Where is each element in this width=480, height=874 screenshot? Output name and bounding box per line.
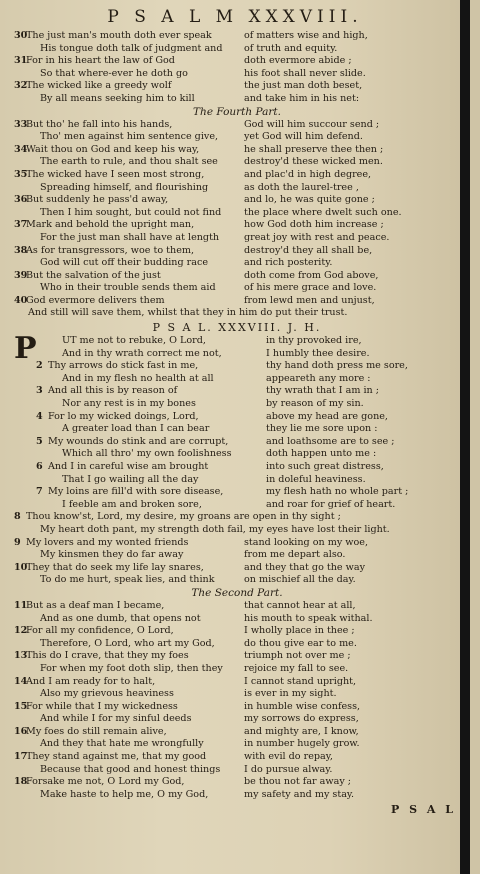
verse-text-right: as doth the laurel-tree , — [244, 181, 359, 193]
verse-line-left — [14, 270, 244, 283]
verse-number: 3 — [36, 385, 43, 397]
verse-text-left: But suddenly he pass'd away, — [26, 194, 169, 206]
verse-line — [14, 232, 460, 245]
verse-text-right: they lie me sore upon : — [266, 423, 378, 435]
verse-line — [36, 373, 460, 386]
verse-text-left: Make haste to help me, O my God, — [40, 788, 209, 800]
verse-line-left — [14, 751, 244, 764]
verse-line-left — [36, 411, 266, 424]
verse-text-left: Then I him sought, but could not find — [40, 206, 222, 218]
verse-text-right: doth evermore abide ; — [244, 55, 352, 67]
verse-line — [14, 194, 460, 207]
verse-text-right: and rich posterity. — [244, 257, 333, 269]
verse-text-right: the place where dwelt such one. — [244, 206, 402, 218]
verse-text-left: For lo my wicked doings, Lord, — [48, 410, 199, 422]
verse-text-right: of truth and equity. — [244, 42, 338, 54]
verse-number: 18 — [14, 776, 28, 788]
verse-line-left — [36, 486, 266, 499]
verse-text-left: They that do seek my life lay snares, — [26, 561, 204, 573]
verse-text-left: And I in careful wise am brought — [48, 461, 209, 472]
verse-line — [14, 663, 460, 676]
verse-line — [14, 688, 460, 701]
verse-text-left: The wicked like a greedy wolf — [26, 80, 172, 92]
verse-line-left — [14, 182, 244, 195]
verse-line — [36, 335, 460, 348]
verse-line — [14, 295, 460, 308]
verse-line — [36, 411, 460, 424]
verse-text-right: by reason of my sin. — [266, 398, 364, 410]
verse-number: 4 — [36, 410, 43, 422]
verse-line-left — [14, 207, 244, 220]
verse-text-right: I cannot stand upright, — [244, 675, 357, 687]
verse-line — [14, 156, 460, 169]
verse-line-left — [36, 499, 266, 512]
verse-line-left — [14, 764, 244, 777]
verse-line — [14, 207, 460, 220]
verse-text-right: how God doth him increase ; — [244, 219, 384, 231]
verse-line-left — [14, 574, 244, 587]
verse-line-full — [14, 524, 460, 537]
verse-number: 7 — [36, 486, 43, 498]
verse-line — [14, 68, 460, 81]
verse-text-right: of matters wise and high, — [244, 30, 368, 41]
verse-number: 17 — [14, 751, 28, 763]
verse-text-right: my safety and my stay. — [244, 788, 355, 800]
verse-text-left: Which all thro' my own foolishness — [62, 448, 232, 460]
verse-line — [14, 169, 460, 182]
verse-text-left: For in his heart the law of God — [26, 55, 175, 67]
verse-number: 32 — [14, 80, 28, 92]
verses-second-part — [14, 600, 460, 802]
verse-text-left: God will cut off their budding race — [40, 257, 209, 269]
verse-line-left — [14, 562, 244, 575]
dropcap-block — [14, 331, 460, 511]
verse-line — [14, 764, 460, 777]
verse-text-left: As for transgressors, woe to them, — [26, 244, 195, 256]
verse-number: 5 — [36, 435, 43, 447]
verse-line-left — [14, 600, 244, 613]
verse-line-full — [14, 511, 460, 524]
verse-text-right: and mighty are, I know, — [244, 725, 359, 737]
verse-line-left — [14, 638, 244, 651]
verse-line — [14, 55, 460, 68]
verse-text-left: For all my confidence, O Lord, — [26, 625, 174, 637]
verse-text-right: be thou not far away ; — [244, 776, 352, 788]
verse-number: 40 — [14, 294, 28, 306]
verse-text-right: in thy provoked ire, — [266, 335, 362, 347]
verse-text-right: from lewd men and unjust, — [244, 294, 375, 306]
verse-line-left — [14, 169, 244, 182]
verse-text-left: Mark and behold the upright man, — [26, 219, 195, 231]
verse-text-left: Spreading himself, and flourishing — [40, 181, 209, 193]
verse-text-left: The just man's mouth doth ever speak — [26, 30, 212, 41]
verse-text-left: And I am ready for to halt, — [26, 675, 156, 687]
verse-number: 33 — [14, 118, 28, 130]
verse-line-left — [36, 385, 266, 398]
verses-fourth-part — [14, 119, 460, 308]
verse-text-left: Also my grievous heaviness — [40, 688, 174, 700]
verse-text-right: do thou give ear to me. — [244, 637, 357, 649]
verse-text-left: Wait thou on God and keep his way, — [26, 143, 200, 155]
catchword: P S A L — [391, 803, 456, 817]
verse-text-right: from me depart also. — [244, 549, 346, 561]
verse-text-right: I humbly thee desire. — [266, 347, 370, 359]
verse-text: Thou know'st, Lord, my desire, my groans are open in thy sight ; — [26, 511, 341, 523]
verse-line-left — [14, 613, 244, 626]
verse-line — [36, 348, 460, 361]
verse-line — [14, 549, 460, 562]
verse-text-right: in humble wise confess, — [244, 700, 361, 712]
verse-text-left: For the just man shall have at length — [40, 231, 220, 243]
verse-line — [36, 398, 460, 411]
verse-text-left: And in thy wrath correct me not, — [62, 347, 222, 359]
verse-text-left: Nor any rest is in my bones — [62, 398, 196, 410]
verse-line-left — [14, 232, 244, 245]
verse-number: 8 — [14, 511, 21, 523]
verse-line — [36, 461, 460, 474]
verse-line-left — [36, 461, 266, 474]
verse-number: 37 — [14, 219, 28, 231]
verse-text-right: doth happen unto me : — [266, 448, 377, 460]
verse-number: 14 — [14, 675, 28, 687]
verse-text-right: God will him succour send ; — [244, 118, 380, 130]
verse-line-left — [14, 676, 244, 689]
verse-line-left — [14, 282, 244, 295]
verse-text-left: A greater load than I can bear — [62, 423, 210, 435]
verse-text-left: UT me not to rebuke, O Lord, — [62, 335, 206, 347]
verse-line-left — [14, 726, 244, 739]
verse-line — [14, 738, 460, 751]
verse-text-left: My wounds do stink and are corrupt, — [48, 435, 229, 447]
verse-line — [36, 474, 460, 487]
verse-text-left: And while I for my sinful deeds — [40, 713, 192, 725]
verse-line-left — [14, 80, 244, 93]
verse-number: 34 — [14, 143, 28, 155]
verse-line-left — [14, 131, 244, 144]
verse-line-left — [14, 537, 244, 550]
verse-number: 10 — [14, 561, 28, 573]
verse-line-left — [14, 776, 244, 789]
verse-text-right: is ever in my sight. — [244, 688, 337, 700]
verse-line — [36, 360, 460, 373]
verse-text-left: By all means seeking him to kill — [40, 92, 195, 104]
verse-number: 2 — [36, 360, 43, 372]
verse-number: 38 — [14, 244, 28, 256]
verse-line-left — [14, 701, 244, 714]
verse-line — [14, 30, 460, 43]
verse-line — [14, 219, 460, 232]
verse-text-left: My kinsmen they do far away — [40, 549, 184, 561]
verse-text-left: My foes do still remain alive, — [26, 725, 167, 737]
verse-text-left: For when my foot doth slip, then they — [40, 662, 223, 674]
verse-number: 12 — [14, 625, 28, 637]
verse-text-right: doth come from God above, — [244, 269, 379, 281]
verse-text-left: Forsake me not, O Lord my God, — [26, 776, 185, 788]
verse-number: 39 — [14, 269, 28, 281]
verse-text-right: yet God will him defend. — [244, 131, 363, 143]
verse-number: 15 — [14, 700, 28, 712]
verse-line-left — [14, 68, 244, 81]
verse-line-left — [14, 144, 244, 157]
verse-line-left — [36, 474, 266, 487]
verse-text-left: I feeble am and broken sore, — [62, 498, 202, 510]
verse-text-left: But the salvation of the just — [26, 269, 161, 281]
verse-text-left: This do I crave, that they my foes — [26, 650, 189, 662]
verse-line — [14, 270, 460, 283]
verse-line — [36, 436, 460, 449]
verse-text-left: But as a deaf man I became, — [26, 599, 165, 611]
verse-line-left — [36, 348, 266, 361]
verse-text-right: and plac'd in high degree, — [244, 168, 372, 180]
page-header: P S A L M XXXVIII. — [107, 7, 363, 27]
verse-text: My heart doth pant, my strength doth fail, my eyes have lost their light. — [40, 523, 390, 535]
verse-text-right: the just man doth beset, — [244, 80, 363, 92]
verse-text-left: That I go wailing all the day — [62, 473, 199, 485]
verse-text-right: in doleful heaviness. — [266, 473, 366, 485]
verse-text-right: thy wrath that I am in ; — [266, 385, 379, 397]
verse-line-left — [36, 373, 266, 386]
verse-text-left: Because that good and honest things — [40, 763, 221, 775]
verse-text-right: appeareth any more : — [266, 372, 371, 384]
verse-text-right: and they that go the way — [244, 561, 366, 573]
verse-text-right: and roar for grief of heart. — [266, 498, 396, 510]
verse-line — [14, 562, 460, 575]
verse-line-left — [14, 295, 244, 308]
verse-text-left: My loins are fill'd with sore disease, — [48, 486, 224, 498]
verse-text-right: his mouth to speak withal. — [244, 612, 373, 624]
verse-line — [14, 537, 460, 550]
verse-text-right: great joy with rest and peace. — [244, 231, 390, 243]
verse-line — [14, 131, 460, 144]
verse-line-left — [36, 436, 266, 449]
verse-text-left: The earth to rule, and thou shalt see — [40, 156, 218, 168]
verse-line — [14, 182, 460, 195]
verse-line-left — [14, 93, 244, 106]
verses-first-section — [14, 30, 460, 106]
verse-line — [14, 119, 460, 132]
verse-text-right: rejoice my fall to see. — [244, 662, 349, 674]
verse-line — [14, 257, 460, 270]
verses-full-width — [14, 511, 460, 536]
verse-line-left — [14, 194, 244, 207]
verse-text-left: They stand against me, that my good — [26, 751, 207, 763]
verse-line — [14, 245, 460, 258]
verse-line-left — [14, 30, 244, 43]
book-spine — [460, 0, 470, 874]
verse-number: 9 — [14, 536, 21, 548]
verse-number: 6 — [36, 461, 43, 472]
verse-text-right: thy hand doth press me sore, — [266, 360, 408, 372]
verse-line-left — [14, 663, 244, 676]
text-body — [0, 30, 470, 816]
verse-line-left — [14, 257, 244, 270]
verse-line — [14, 625, 460, 638]
verse-text-right: into such great distress, — [266, 461, 384, 472]
verse-line-left — [14, 219, 244, 232]
verse-text-left: Therefore, O Lord, who art my God, — [40, 637, 215, 649]
verse-line — [14, 80, 460, 93]
verse-line-left — [36, 398, 266, 411]
verse-line-left — [36, 335, 266, 348]
verse-text-right: I wholly place in thee ; — [244, 625, 355, 637]
verse-number: 30 — [14, 30, 28, 41]
verse-text-right: my sorrows do express, — [244, 713, 359, 725]
verse-text-left: The wicked have I seen most strong, — [26, 168, 205, 180]
verse-text-right: my flesh hath no whole part ; — [266, 486, 409, 498]
dropcap-letter: P — [14, 331, 37, 367]
verse-text-left: And in my flesh no health at all — [62, 372, 214, 384]
verse-line-left — [14, 156, 244, 169]
verse-line-left — [36, 360, 266, 373]
verse-line — [14, 600, 460, 613]
part-heading-second: The Second Part. — [191, 586, 283, 599]
verse-text-right: and loathsome are to see ; — [266, 435, 395, 447]
verse-line-left — [14, 688, 244, 701]
verse-line — [36, 423, 460, 436]
verse-number: 36 — [14, 194, 28, 206]
verse-line — [36, 486, 460, 499]
verse-text-left: His tongue doth talk of judgment and — [40, 42, 223, 54]
verse-text-right: his foot shall never slide. — [244, 67, 366, 79]
verse-line — [14, 713, 460, 726]
verse-line — [14, 638, 460, 651]
verse-text-left: So that where-ever he doth go — [40, 67, 188, 79]
verse-line-left — [14, 625, 244, 638]
verse-text-right: stand looking on my woe, — [244, 536, 369, 548]
verse-line-left — [14, 713, 244, 726]
verse-text-right: and lo, he was quite gone ; — [244, 194, 375, 206]
verse-line-left — [14, 738, 244, 751]
verse-text-left: But tho' he fall into his hands, — [26, 118, 173, 130]
verse-line — [14, 93, 460, 106]
verse-line — [14, 43, 460, 56]
verse-text-right: triumph not over me ; — [244, 650, 351, 662]
verse-text-left: To do me hurt, speak lies, and think — [40, 574, 215, 586]
verse-line — [14, 282, 460, 295]
verse-line — [14, 789, 460, 802]
verse-line — [14, 751, 460, 764]
verse-line — [14, 676, 460, 689]
part-heading-fourth: The Fourth Part. — [193, 105, 281, 118]
verse-line — [14, 144, 460, 157]
verse-number: 16 — [14, 725, 28, 737]
verse-line — [14, 726, 460, 739]
verse-text-right: and take him in his net: — [244, 92, 360, 104]
verse-line-left — [14, 245, 244, 258]
verse-line-left — [36, 423, 266, 436]
verse-number: 31 — [14, 55, 28, 67]
verse-line-left — [14, 43, 244, 56]
verse-text-right: with evil do repay, — [244, 751, 333, 763]
verse-text-right: that cannot hear at all, — [244, 599, 356, 611]
verse-line — [14, 574, 460, 587]
verse-text-right: destroy'd they all shall be, — [244, 244, 373, 256]
verse-line-left — [14, 650, 244, 663]
verse-text-left: And as one dumb, that opens not — [40, 612, 201, 624]
verse-line — [14, 650, 460, 663]
verse-line — [36, 385, 460, 398]
verse-line — [14, 613, 460, 626]
verse-text-left: Tho' men against him sentence give, — [40, 131, 219, 143]
verse-text-right: destroy'd these wicked men. — [244, 156, 383, 168]
verse-line-left — [14, 55, 244, 68]
verse-line — [36, 499, 460, 512]
verse-text-right: I do pursue alway. — [244, 763, 333, 775]
verse-text-right: he shall preserve thee then ; — [244, 143, 384, 155]
verse-text-left: And all this is by reason of — [48, 385, 178, 397]
verse-line-left — [14, 549, 244, 562]
verse-text-left: For while that I my wickedness — [26, 700, 178, 712]
verse-text-right: above my head are gone, — [266, 410, 388, 422]
verse-line-full: And still will save them, whilst that they in him do put their trust. — [28, 307, 348, 319]
verse-line-left — [36, 448, 266, 461]
verses-psalm-continued — [14, 537, 460, 587]
verse-text-right: in number hugely grow. — [244, 738, 360, 750]
verse-line — [14, 701, 460, 714]
verse-text-right: of his mere grace and love. — [244, 282, 377, 294]
psalm-subheading: P S A L. XXXVIII. J. H. — [152, 321, 322, 335]
verse-text-right: on mischief all the day. — [244, 574, 356, 586]
verses-psalm-start — [14, 331, 460, 511]
verse-number: 35 — [14, 168, 28, 180]
verse-text-left: And they that hate me wrongfully — [40, 738, 204, 750]
verse-line — [36, 448, 460, 461]
verse-text-left: Who in their trouble sends them aid — [40, 282, 216, 294]
verse-line-left — [14, 119, 244, 132]
verse-text-left: My lovers and my wonted friends — [26, 536, 189, 548]
verse-number: 11 — [14, 599, 28, 611]
verse-text-left: God evermore delivers them — [26, 294, 165, 306]
verse-line — [14, 776, 460, 789]
verse-number: 13 — [14, 650, 28, 662]
verse-text-left: Thy arrows do stick fast in me, — [48, 360, 199, 372]
verse-line-left — [14, 789, 244, 802]
